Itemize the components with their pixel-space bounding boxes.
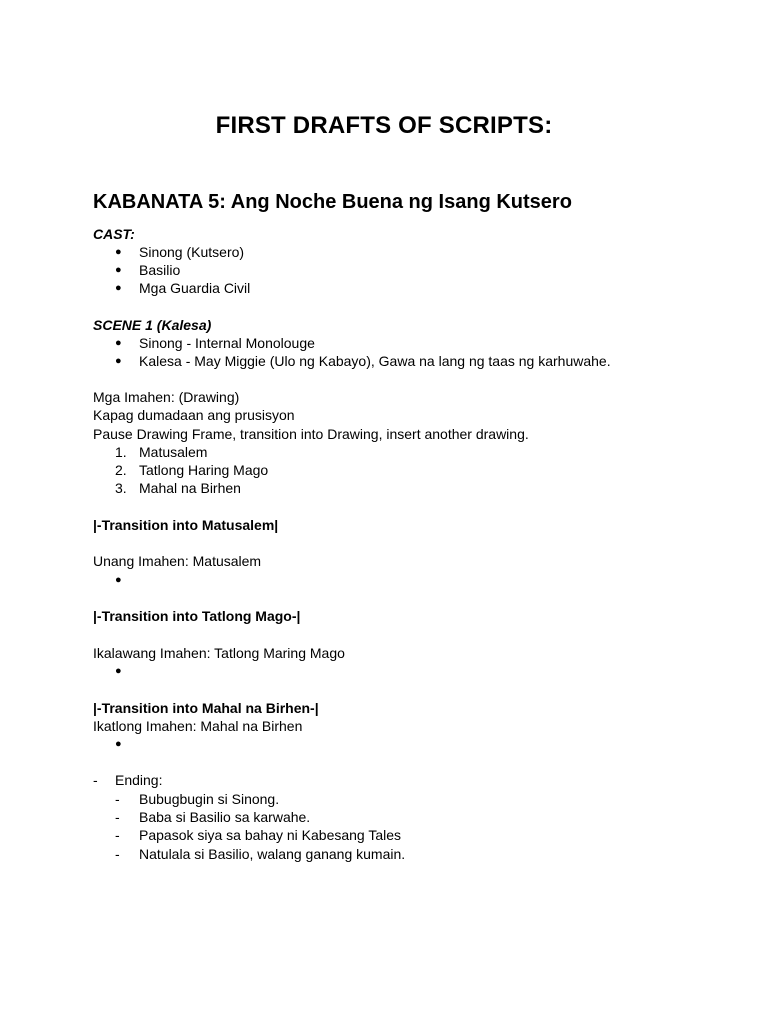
prusisyon-line: Kapag dumadaan ang prusisyon: [93, 407, 295, 423]
number-marker: 2.: [115, 462, 127, 478]
dash-marker: -: [93, 772, 98, 788]
bullet-marker: ●: [115, 665, 122, 677]
transition-heading: |-Transition into Matusalem|: [93, 517, 279, 533]
scene-item: Sinong - Internal Monolouge: [139, 335, 315, 351]
scene-label: SCENE 1 (Kalesa): [93, 317, 212, 333]
ending-item: Baba si Basilio sa karwahe.: [139, 809, 311, 825]
bullet-marker: ●: [115, 738, 122, 750]
bullet-marker: ●: [115, 337, 122, 349]
dash-marker: -: [115, 809, 120, 825]
ending-item: Natulala si Basilio, walang ganang kumain.: [139, 846, 406, 862]
cast-item: Mga Guardia Civil: [139, 280, 251, 296]
ending-item: Papasok siya sa bahay ni Kabesang Tales: [139, 827, 402, 843]
cast-label: CAST:: [93, 226, 135, 242]
dash-marker: -: [115, 791, 120, 807]
bullet-marker: ●: [115, 264, 122, 276]
document-title: FIRST DRAFTS OF SCRIPTS:: [215, 112, 553, 139]
number-marker: 3.: [115, 480, 127, 496]
pause-line: Pause Drawing Frame, transition into Drawing, insert another drawing.: [93, 426, 529, 442]
ending-item: Bubugbugin si Sinong.: [139, 791, 280, 807]
unang-imahen-line: Unang Imahen: Matusalem: [93, 553, 262, 569]
transition-heading: |-Transition into Tatlong Mago-|: [93, 608, 301, 624]
imahen-heading: Mga Imahen: (Drawing): [93, 389, 240, 405]
ikalawang-imahen-line: Ikalawang Imahen: Tatlong Maring Mago: [93, 645, 345, 661]
number-marker: 1.: [115, 444, 127, 460]
bullet-marker: ●: [115, 282, 122, 294]
dash-marker: -: [115, 827, 120, 843]
bullet-marker: ●: [115, 246, 122, 258]
ikatlong-imahen-line: Ikatlong Imahen: Mahal na Birhen: [93, 718, 303, 734]
numbered-item: Tatlong Haring Mago: [139, 462, 269, 478]
cast-item: Basilio: [139, 262, 181, 278]
bullet-marker: ●: [115, 574, 122, 586]
dash-marker: -: [115, 846, 120, 862]
transition-heading: |-Transition into Mahal na Birhen-|: [93, 700, 319, 716]
numbered-item: Mahal na Birhen: [139, 480, 241, 496]
cast-item: Sinong (Kutsero): [139, 244, 245, 260]
bullet-marker: ●: [115, 355, 122, 367]
chapter-heading: KABANATA 5: Ang Noche Buena ng Isang Kutsero: [93, 191, 572, 213]
numbered-item: Matusalem: [139, 444, 208, 460]
ending-label: Ending:: [115, 772, 163, 788]
scene-item: Kalesa - May Miggie (Ulo ng Kabayo), Gawa na lang ng taas ng karhuwahe.: [139, 353, 611, 369]
